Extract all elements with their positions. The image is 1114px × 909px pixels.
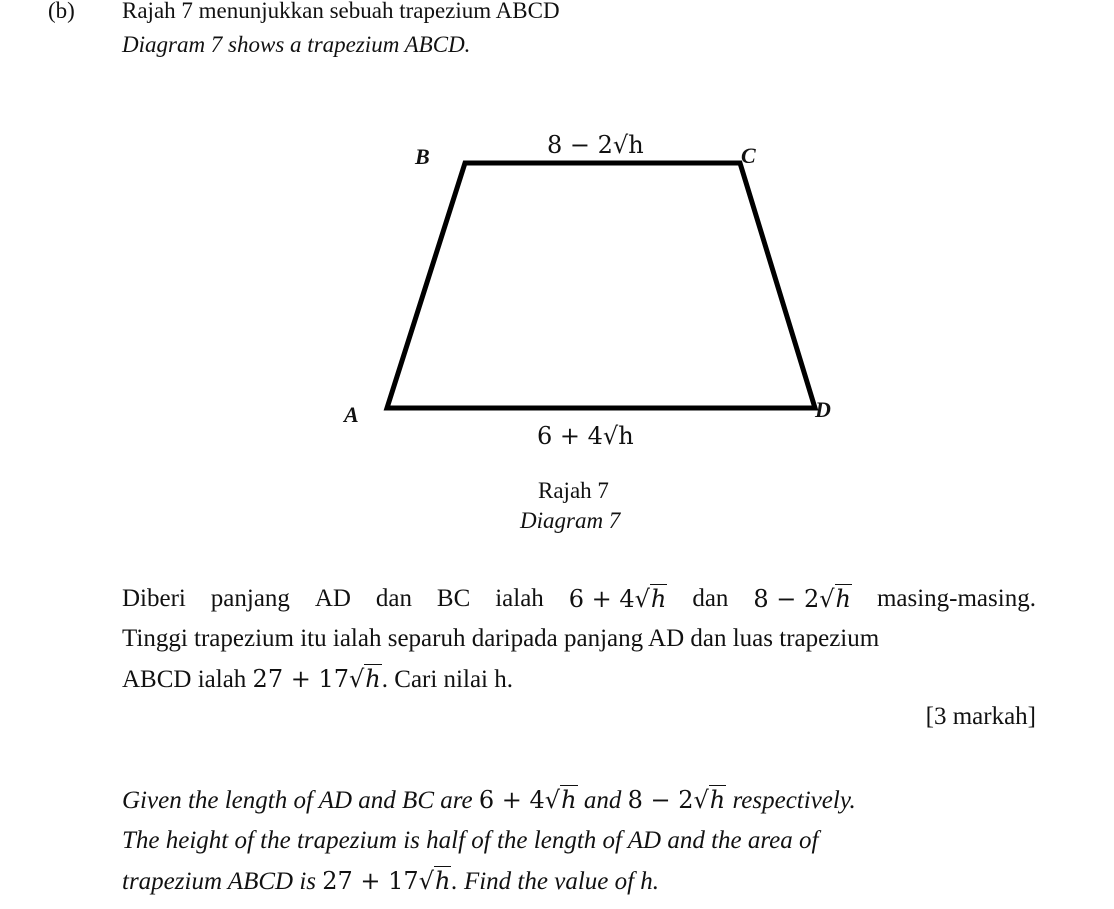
text-part: . Find the value of h. bbox=[451, 868, 660, 895]
malay-line-2: Tinggi trapezium itu ialah separuh daripada panjang AD dan luas trapezium bbox=[122, 625, 880, 652]
word: dan bbox=[692, 585, 729, 612]
word: ialah bbox=[495, 585, 544, 612]
ad-expression: 6 + 4√h bbox=[568, 585, 667, 613]
vertex-c-label: C bbox=[741, 143, 756, 168]
math-part: 27 + 17 bbox=[252, 665, 349, 693]
malay-line-1 bbox=[122, 579, 1036, 619]
text-part: and bbox=[583, 787, 622, 814]
word: masing-masing. bbox=[876, 585, 1036, 612]
math-var: h bbox=[709, 786, 726, 814]
word: AD bbox=[314, 585, 351, 612]
trapezium-shape bbox=[387, 163, 815, 408]
english-line-1 bbox=[122, 780, 1036, 821]
math-var: h bbox=[561, 786, 577, 814]
bc-expression: 8 − 2√h bbox=[753, 585, 852, 613]
intro-english: Diagram 7 shows a trapezium ABCD. bbox=[122, 32, 471, 57]
math-var: h bbox=[435, 867, 451, 895]
math-var: h bbox=[365, 665, 381, 693]
bc-expression-en: 8 − 2√h bbox=[627, 786, 726, 814]
math-var: h bbox=[650, 585, 667, 613]
word: BC bbox=[436, 585, 471, 612]
english-paragraph bbox=[122, 780, 1036, 902]
caption-english: Diagram 7 bbox=[520, 508, 621, 533]
ad-expression-en: 6 + 4√h bbox=[478, 786, 577, 814]
area-expression: 27 + 17√h bbox=[252, 665, 381, 693]
text-part: Given the length of AD and BC are bbox=[122, 787, 473, 814]
area-expression-en: 27 + 17√h bbox=[322, 867, 451, 895]
caption-malay: Rajah 7 bbox=[538, 478, 609, 503]
math-part: 8 − 2 bbox=[753, 585, 820, 613]
english-line-2: The height of the trapezium is half of the length of AD and the area of bbox=[122, 827, 819, 854]
vertex-b-label: B bbox=[415, 144, 430, 169]
text-part: respectively. bbox=[732, 787, 856, 814]
text-part: ABCD ialah bbox=[122, 666, 247, 693]
question-label: (b) bbox=[48, 0, 75, 23]
math-part: 8 − 2 bbox=[627, 786, 694, 814]
malay-paragraph bbox=[122, 579, 1036, 700]
word: panjang bbox=[210, 585, 290, 612]
vertex-d-label: D bbox=[815, 397, 831, 422]
math-var: h bbox=[835, 585, 852, 613]
intro-malay: Rajah 7 menunjukkan sebuah trapezium ABCD bbox=[122, 0, 560, 23]
malay-line-3 bbox=[122, 659, 1036, 700]
marks-label: [3 markah] bbox=[925, 703, 1036, 730]
vertex-a-label: A bbox=[344, 402, 359, 427]
top-side-length-label: 8 − 2√h bbox=[547, 131, 644, 159]
text-part: . Cari nilai h. bbox=[381, 666, 513, 693]
math-part: 6 + 4 bbox=[568, 585, 635, 613]
english-line-3 bbox=[122, 861, 1036, 902]
bottom-side-length-label: 6 + 4√h bbox=[537, 422, 634, 450]
text-part: trapezium ABCD is bbox=[122, 868, 316, 895]
math-part: 27 + 17 bbox=[322, 867, 419, 895]
word: dan bbox=[375, 585, 412, 612]
math-part: 6 + 4 bbox=[478, 786, 545, 814]
word: Diberi bbox=[122, 585, 186, 612]
